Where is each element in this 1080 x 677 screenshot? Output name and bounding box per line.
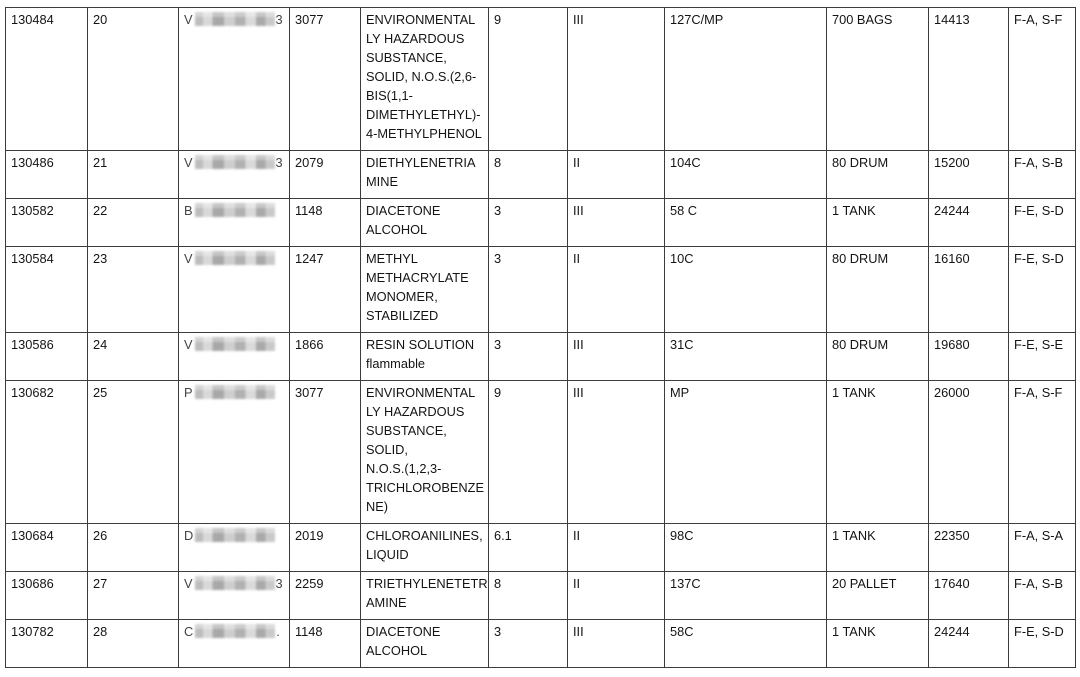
table-row: [6, 381, 1076, 524]
cell-ref: 130486: [6, 151, 88, 199]
cell-un-no: 2259: [290, 572, 361, 620]
cell-flash-point: 104C: [665, 151, 827, 199]
cell-no: 24: [88, 333, 179, 381]
cell-packing-group: III: [568, 620, 665, 668]
cell-weight: 26000: [929, 381, 1009, 524]
cell-consignee: [179, 151, 290, 199]
redaction-blur: [195, 528, 275, 542]
cell-flash-point: 98C: [665, 524, 827, 572]
cell-packing-group: III: [568, 333, 665, 381]
description-line: ENVIRONMENTAL: [366, 12, 476, 27]
description-line: MINE: [366, 174, 398, 189]
cell-quantity: 20 PALLET: [827, 572, 929, 620]
table-row: [6, 333, 1076, 381]
cell-weight: 19680: [929, 333, 1009, 381]
description-line: SUBSTANCE,: [366, 423, 447, 438]
cell-class: 9: [489, 381, 568, 524]
description-line: DIMETHYLETHYL)-: [366, 107, 481, 122]
cell-quantity: 1 TANK: [827, 199, 929, 247]
cell-consignee: [179, 247, 290, 333]
cell-consignee: [179, 524, 290, 572]
description-line: DIACETONE: [366, 624, 441, 639]
consignee-visible-suffix: 3: [275, 12, 283, 27]
cell-flash-point: 127C/MP: [665, 8, 827, 151]
cell-class: 3: [489, 199, 568, 247]
cell-quantity: 700 BAGS: [827, 8, 929, 151]
cell-un-no: 2079: [290, 151, 361, 199]
cell-quantity: 1 TANK: [827, 524, 929, 572]
cell-flash-point: 10C: [665, 247, 827, 333]
cell-class: 8: [489, 572, 568, 620]
cell-ems: F-E, S-D: [1009, 199, 1076, 247]
redaction-blur: [195, 12, 275, 26]
table-body: [6, 8, 1076, 668]
consignee-visible-prefix: V: [184, 12, 193, 27]
cell-ems: F-A, S-B: [1009, 572, 1076, 620]
cell-quantity: 80 DRUM: [827, 247, 929, 333]
cell-flash-point: 137C: [665, 572, 827, 620]
cell-ems: F-E, S-D: [1009, 247, 1076, 333]
cell-un-no: 3077: [290, 8, 361, 151]
cell-no: 21: [88, 151, 179, 199]
redaction-blur: [195, 203, 275, 217]
dangerous-goods-table: [5, 7, 1076, 668]
cell-quantity: 80 DRUM: [827, 333, 929, 381]
description-line: RESIN SOLUTION: [366, 337, 475, 352]
cell-consignee: [179, 8, 290, 151]
cell-description: [361, 333, 489, 381]
cell-quantity: 1 TANK: [827, 381, 929, 524]
redaction-blur: [195, 251, 275, 265]
cell-un-no: 1866: [290, 333, 361, 381]
cell-flash-point: 31C: [665, 333, 827, 381]
cell-class: 3: [489, 333, 568, 381]
cell-ems: F-E, S-D: [1009, 620, 1076, 668]
description-line: LY HAZARDOUS: [366, 404, 465, 419]
cell-ref: 130782: [6, 620, 88, 668]
table-row: [6, 247, 1076, 333]
cell-description: [361, 199, 489, 247]
description-line: flammable: [366, 356, 426, 371]
cell-packing-group: III: [568, 381, 665, 524]
description-line: DIACETONE: [366, 203, 441, 218]
cell-ref: 130484: [6, 8, 88, 151]
cell-packing-group: II: [568, 524, 665, 572]
cell-packing-group: III: [568, 8, 665, 151]
consignee-visible-prefix: P: [184, 385, 193, 400]
description-line: NE): [366, 499, 389, 514]
cell-description: [361, 247, 489, 333]
cell-no: 26: [88, 524, 179, 572]
consignee-visible-prefix: V: [184, 155, 193, 170]
cell-ref: 130684: [6, 524, 88, 572]
cell-class: 3: [489, 247, 568, 333]
cell-description: [361, 8, 489, 151]
description-line: TRIETHYLENETETR: [366, 576, 488, 591]
cell-un-no: 2019: [290, 524, 361, 572]
cell-consignee: [179, 572, 290, 620]
cell-weight: 15200: [929, 151, 1009, 199]
description-line: SOLID,: [366, 442, 408, 457]
cell-consignee: [179, 199, 290, 247]
cell-description: [361, 381, 489, 524]
cell-flash-point: 58 C: [665, 199, 827, 247]
description-line: 4-METHYLPHENOL: [366, 126, 482, 141]
consignee-visible-suffix: 3: [275, 155, 283, 170]
cell-consignee: [179, 620, 290, 668]
redaction-blur: [195, 155, 275, 169]
consignee-visible-prefix: V: [184, 337, 193, 352]
description-line: LY HAZARDOUS: [366, 31, 465, 46]
cell-weight: 14413: [929, 8, 1009, 151]
cell-ref: 130584: [6, 247, 88, 333]
cell-description: [361, 524, 489, 572]
description-line: SOLID, N.O.S.(2,6-: [366, 69, 477, 84]
cell-weight: 16160: [929, 247, 1009, 333]
table-row: [6, 524, 1076, 572]
table-row: [6, 572, 1076, 620]
cell-consignee: [179, 333, 290, 381]
redaction-blur: [195, 385, 275, 399]
cell-weight: 24244: [929, 199, 1009, 247]
cell-class: 8: [489, 151, 568, 199]
cell-ems: F-A, S-B: [1009, 151, 1076, 199]
cell-flash-point: 58C: [665, 620, 827, 668]
cell-un-no: 3077: [290, 381, 361, 524]
cell-no: 25: [88, 381, 179, 524]
cell-weight: 17640: [929, 572, 1009, 620]
description-line: METHYL: [366, 251, 418, 266]
consignee-visible-prefix: C: [184, 624, 194, 639]
cell-flash-point: MP: [665, 381, 827, 524]
table-row: [6, 620, 1076, 668]
consignee-visible-prefix: B: [184, 203, 193, 218]
description-line: LIQUID: [366, 547, 409, 562]
cell-description: [361, 572, 489, 620]
cell-ems: F-A, S-F: [1009, 8, 1076, 151]
redaction-blur: [195, 337, 275, 351]
cell-weight: 22350: [929, 524, 1009, 572]
cell-description: [361, 620, 489, 668]
description-line: BIS(1,1-: [366, 88, 413, 103]
cell-no: 22: [88, 199, 179, 247]
cell-quantity: 80 DRUM: [827, 151, 929, 199]
consignee-visible-suffix: 3: [275, 576, 283, 591]
table-row: [6, 151, 1076, 199]
description-line: DIETHYLENETRIA: [366, 155, 476, 170]
cell-ref: 130686: [6, 572, 88, 620]
redaction-blur: [195, 576, 275, 590]
table-row: [6, 8, 1076, 151]
redaction-blur: [195, 624, 275, 638]
cell-packing-group: II: [568, 151, 665, 199]
consignee-visible-suffix: .: [276, 624, 280, 639]
description-line: N.O.S.(1,2,3-: [366, 461, 442, 476]
cell-packing-group: III: [568, 199, 665, 247]
cell-no: 23: [88, 247, 179, 333]
description-line: ENVIRONMENTAL: [366, 385, 476, 400]
cell-un-no: 1148: [290, 620, 361, 668]
description-line: TRICHLOROBENZE: [366, 480, 485, 495]
cell-packing-group: II: [568, 572, 665, 620]
cell-ems: F-A, S-F: [1009, 381, 1076, 524]
consignee-visible-prefix: D: [184, 528, 194, 543]
cell-no: 28: [88, 620, 179, 668]
description-line: AMINE: [366, 595, 407, 610]
table-row: [6, 199, 1076, 247]
cell-ref: 130682: [6, 381, 88, 524]
cell-no: 20: [88, 8, 179, 151]
cell-un-no: 1247: [290, 247, 361, 333]
description-line: SUBSTANCE,: [366, 50, 447, 65]
description-line: MONOMER,: [366, 289, 438, 304]
cell-class: 3: [489, 620, 568, 668]
description-line: STABILIZED: [366, 308, 439, 323]
cell-ems: F-E, S-E: [1009, 333, 1076, 381]
cell-class: 9: [489, 8, 568, 151]
description-line: ALCOHOL: [366, 222, 428, 237]
cell-ref: 130586: [6, 333, 88, 381]
description-line: CHLOROANILINES,: [366, 528, 483, 543]
consignee-visible-prefix: V: [184, 251, 193, 266]
cell-consignee: [179, 381, 290, 524]
cell-ems: F-A, S-A: [1009, 524, 1076, 572]
cell-class: 6.1: [489, 524, 568, 572]
cell-un-no: 1148: [290, 199, 361, 247]
cell-description: [361, 151, 489, 199]
cell-weight: 24244: [929, 620, 1009, 668]
description-line: METHACRYLATE: [366, 270, 469, 285]
cell-no: 27: [88, 572, 179, 620]
cell-quantity: 1 TANK: [827, 620, 929, 668]
cell-ref: 130582: [6, 199, 88, 247]
consignee-visible-prefix: V: [184, 576, 193, 591]
description-line: ALCOHOL: [366, 643, 428, 658]
cell-packing-group: II: [568, 247, 665, 333]
